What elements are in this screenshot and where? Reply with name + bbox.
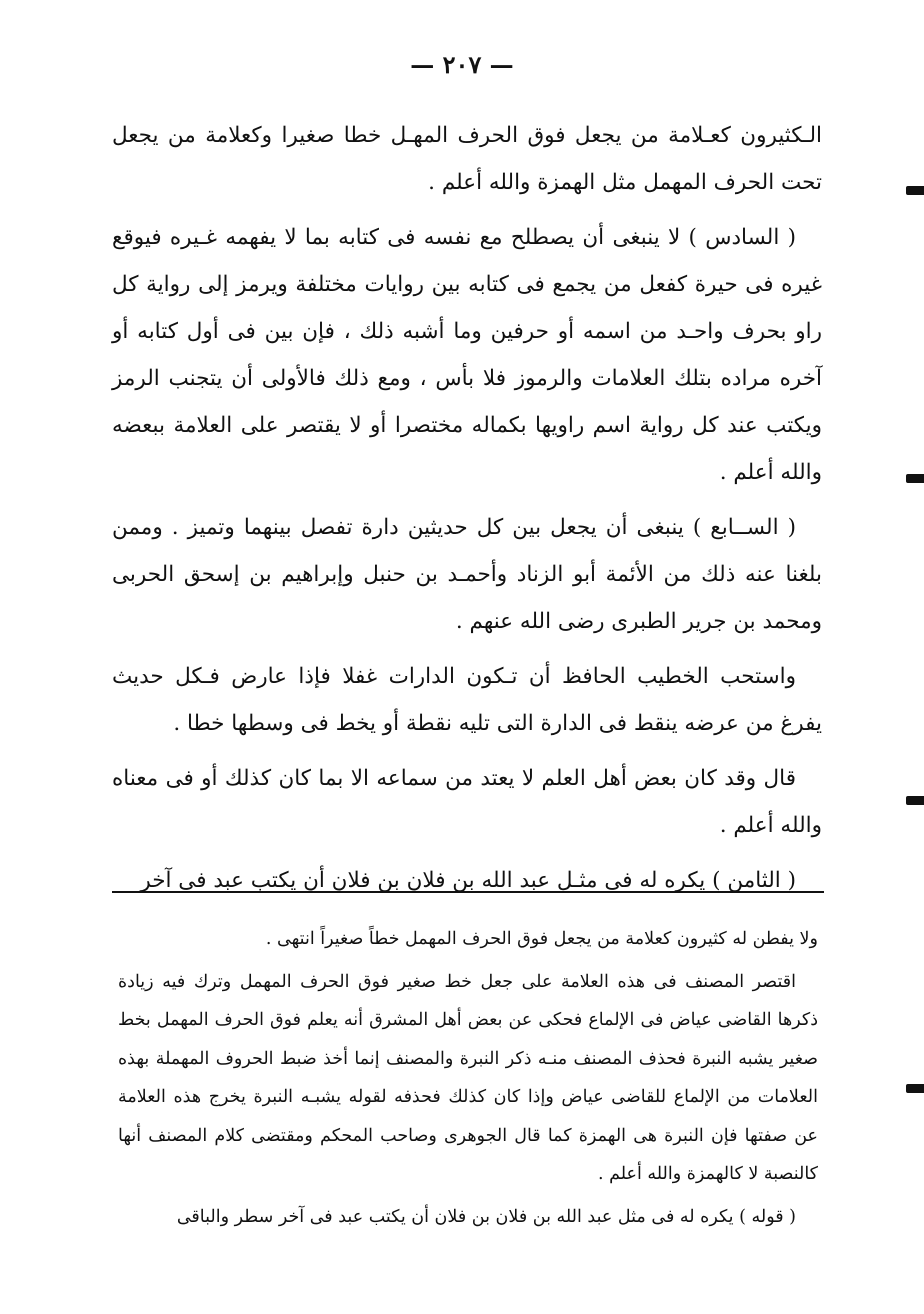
footnote-line: ولا يفطن له كثيرون كعلامة من يجعل فوق الحرف المهمل خطاً صغيراً انتهى .: [265, 929, 818, 949]
footnote-paragraph: ( قوله ) يكره له فى مثل عبد الله بن فلان بن فلان أن يكتب عبد فى آخر سطر والباقى: [176, 1206, 796, 1227]
paragraph-sixth: ( السادس ) لا ينبغى أن يصطلح مع نفسه فى كتابه بما لا يفهمه غـيره فيوقع غيره فى حيرة كفعل من يجمع فى كتابه بين روايات مختلفة ويرمز إلى رواية كل راو بحرف واحـد من اسمه أو حرفين وما أشبه ذلك ، فإن بين فى أول كتابه أو آخره مراده بتلك العلامات والرموز فلا بأس ، ومع ذلك فالأولى أن يتجنب الرمز ويكتب عند كل رواية اسم راويها بكماله مختصرا أو لا يقتصر على العلامة ببعضه والله أعلم .: [112, 225, 822, 485]
paragraph-eighth: ( الثامن ) يكره له فى مثـل عبد الله بن فلان بن فلان أن يكتب عبد فى آخر: [140, 868, 796, 893]
page-number: — ٢٠٧ —: [410, 50, 514, 79]
margin-tab-mark: [906, 796, 924, 805]
margin-tab-mark: [906, 1084, 924, 1093]
footnote-paragraph: اقتصر المصنف فى هذه العلامة على جعل خط صغير فوق الحرف المهمل وترك فيه زيادة ذكرها القاضى عياض فى الإلماع فحكى عن بعض أهل المشرق أنه يعلم فوق الحرف المهمل بخط صغير يشبه النبرة فحذف المصنف منـه ذكر النبرة والمصنف إنما أخذ ضبط الحروف المهملة بهذه العلامات من الإلماع للقاضى عياض وإذا كان كذلك فحذفه لقوله يشبـه النبرة يخرج هذه العلامة عن صفتها فإن النبرة هى الهمزة كما قال الجوهرى وصاحب المحكم ومقتضى كلام المصنف أنها كالنصبة لا كالهمزة والله أعلم .: [118, 971, 818, 1184]
paragraph-continuation: الـكثيرون كعـلامة من يجعل فوق الحرف المهـل خطا صغيرا وكعلامة من يجعل تحت الحرف المهمل مثل الهمزة والله أعلم .: [112, 123, 822, 195]
main-text-body: [112, 112, 822, 912]
paragraph-khatib: واستحب الخطيب الحافظ أن تـكون الدارات غفلا فإذا عارض فـكل حديث يفرغ من عرضه ينقط فى الدارة التى تليه نقطة أو يخط فى وسطها خطا .: [112, 664, 822, 736]
footnotes-section: [118, 920, 818, 1240]
footnote-divider: [112, 891, 824, 893]
margin-tab-mark: [906, 474, 924, 483]
margin-tab-mark: [906, 186, 924, 195]
paragraph-seventh: ( الســابع ) ينبغى أن يجعل بين كل حديثين دارة تفصل بينهما وتميز . وممن بلغنا عنه ذلك من الأئمة أبو الزناد وأحمـد بن حنبل وإبراهيم بن إسحق الحربى ومحمد بن جرير الطبرى رضى الله عنهم .: [112, 515, 822, 634]
paragraph-qala: قال وقد كان بعض أهل العلم لا يعتد من سماعه الا بما كان كذلك أو فى معناه والله أعلم .: [112, 766, 822, 838]
